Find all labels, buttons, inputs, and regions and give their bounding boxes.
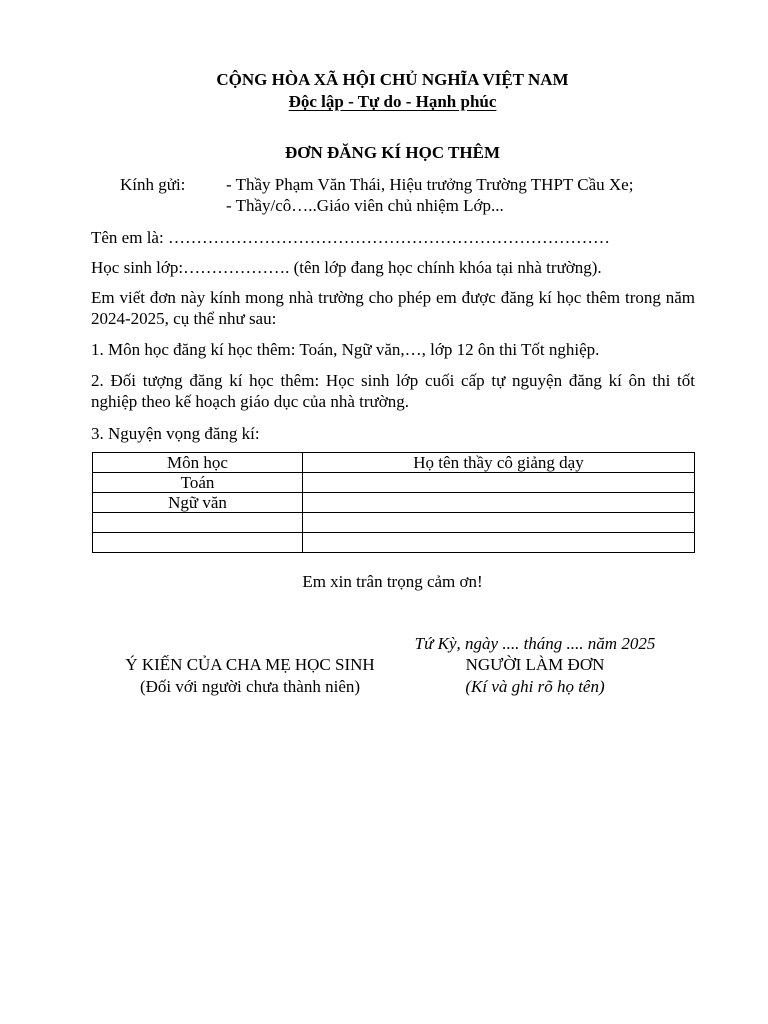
table-row	[93, 513, 695, 533]
parent-title: Ý KIẾN CỦA CHA MẸ HỌC SINH	[125, 655, 375, 674]
item-eligibility: 2. Đối tượng đăng kí học thêm: Học sinh lớp cuối cấp tự nguyện đăng kí ôn thi tốt nghiệp theo kế hoạch giáo dục của nhà trường.	[91, 371, 695, 411]
country-header: CỘNG HÒA XÃ HỘI CHỦ NGHĨA VIỆT NAM	[216, 70, 569, 89]
table-cell-teacher	[303, 473, 695, 493]
form-title: ĐƠN ĐĂNG KÍ HỌC THÊM	[284, 143, 501, 162]
table-cell-subject	[93, 533, 303, 553]
table-cell-teacher	[303, 533, 695, 553]
recipient-label: Kính gửi:	[120, 175, 186, 194]
date-line: Tứ Kỳ, ngày .... tháng .... năm 2025	[414, 634, 656, 653]
intro-paragraph: Em viết đơn này kính mong nhà trường cho phép em được đăng kí học thêm trong năm 2024-2025, cụ thể như sau:	[91, 288, 695, 328]
recipient-line-2: - Thầy/cô…..Giáo viên chủ nhiệm Lớp...	[226, 196, 504, 215]
table-cell-teacher	[303, 493, 695, 513]
table-header-subject: Môn học	[93, 453, 303, 473]
closing-thanks: Em xin trân trọng cảm ơn!	[302, 572, 483, 591]
item-subjects: 1. Môn học đăng kí học thêm: Toán, Ngữ văn,…, lớp 12 ôn thi Tốt nghiệp.	[91, 340, 600, 359]
table-cell-subject: Ngữ văn	[93, 493, 303, 513]
table-cell-subject	[93, 513, 303, 533]
motto-text: Độc lập - Tự do - Hạnh phúc	[288, 92, 497, 111]
parent-note: (Đối với người chưa thành niên)	[139, 677, 361, 696]
applicant-title: NGƯỜI LÀM ĐƠN	[465, 655, 605, 674]
table-row	[93, 533, 695, 553]
student-class-field: Học sinh lớp:………………. (tên lớp đang học chính khóa tại nhà trường).	[91, 258, 602, 277]
motto-line	[0, 91, 768, 112]
table-cell-subject: Toán	[93, 473, 303, 493]
registration-table	[92, 452, 695, 553]
recipient-line-1: - Thầy Phạm Văn Thái, Hiệu trưởng Trường THPT Cầu Xe;	[226, 175, 634, 194]
table-cell-teacher	[303, 513, 695, 533]
table-row	[93, 473, 695, 493]
table-header-row	[93, 453, 695, 473]
table-header-teacher: Họ tên thầy cô giảng dạy	[303, 453, 695, 473]
table-row	[93, 493, 695, 513]
applicant-note: (Kí và ghi rõ họ tên)	[465, 677, 605, 696]
student-name-field: Tên em là: ……………………………………………………………………	[91, 228, 610, 247]
item-preferences: 3. Nguyện vọng đăng kí:	[91, 424, 260, 443]
